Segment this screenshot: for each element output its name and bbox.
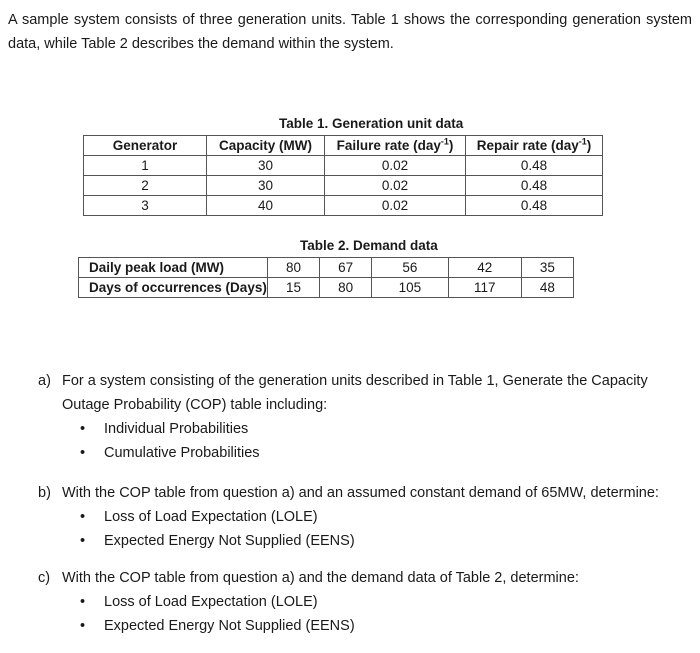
cell-repair-rate: 0.48 (466, 196, 603, 216)
cell-days: 48 (521, 278, 573, 298)
cell-peak-load: 67 (320, 258, 372, 278)
bullet-icon: • (80, 618, 86, 634)
cell-days: 105 (372, 278, 448, 298)
list-item: • Cumulative Probabilities (104, 441, 688, 465)
bullet-icon: • (80, 533, 86, 549)
row-label-days: Days of occurrences (Days) (79, 278, 268, 298)
table1-header-row (84, 136, 603, 156)
list-item: • Individual Probabilities (104, 417, 688, 441)
list-item: • Loss of Load Expectation (LOLE) (104, 505, 688, 529)
cell-repair-rate: 0.48 (466, 156, 603, 176)
cell-peak-load: 42 (448, 258, 521, 278)
demand-table (78, 257, 574, 298)
intro-paragraph: A sample system consists of three generation units. Table 1 shows the corresponding generation system data, while Table 2 describes the demand within the system. (8, 12, 692, 52)
list-item: • Loss of Load Expectation (LOLE) (104, 590, 688, 614)
bullet-icon: • (80, 509, 86, 525)
table-row (84, 176, 603, 196)
cell-capacity: 30 (207, 176, 325, 196)
question-c-label: c) (38, 570, 51, 586)
cell-peak-load: 56 (372, 258, 448, 278)
table-row (84, 196, 603, 216)
table-row (79, 258, 574, 278)
bullet-icon: • (80, 594, 86, 610)
question-b (38, 481, 688, 553)
bullet-icon: • (80, 445, 86, 461)
cell-generator: 3 (84, 196, 207, 216)
row-label-peak-load: Daily peak load (MW) (79, 258, 268, 278)
question-c-text: With the COP table from question a) and the demand data of Table 2, determine: (62, 570, 579, 586)
table2-caption: Table 2. Demand data (300, 238, 438, 253)
question-b-label: b) (38, 485, 51, 501)
bullet-icon: • (80, 421, 86, 437)
question-a (38, 369, 688, 465)
question-a-label: a) (38, 373, 51, 389)
header-generator: Generator (84, 136, 207, 156)
header-failure-rate: Failure rate (day$^{-1}$) (325, 136, 466, 156)
cell-capacity: 30 (207, 156, 325, 176)
cell-peak-load: 80 (268, 258, 320, 278)
question-b-text: With the COP table from question a) and an assumed constant demand of 65MW, determine: (62, 485, 659, 501)
cell-capacity: 40 (207, 196, 325, 216)
question-a-text: For a system consisting of the generation units described in Table 1, Generate the Capacity Outage Probability (COP) table including: (62, 373, 648, 413)
table-row (84, 156, 603, 176)
table-row (79, 278, 574, 298)
generation-unit-table (83, 135, 603, 216)
cell-days: 117 (448, 278, 521, 298)
cell-repair-rate: 0.48 (466, 176, 603, 196)
cell-days: 15 (268, 278, 320, 298)
cell-failure-rate: 0.02 (325, 176, 466, 196)
table1-caption: Table 1. Generation unit data (279, 116, 464, 131)
cell-generator: 1 (84, 156, 207, 176)
list-item: • Expected Energy Not Supplied (EENS) (104, 529, 688, 553)
cell-generator: 2 (84, 176, 207, 196)
cell-failure-rate: 0.02 (325, 156, 466, 176)
cell-days: 80 (320, 278, 372, 298)
header-capacity: Capacity (MW) (207, 136, 325, 156)
list-item: • Expected Energy Not Supplied (EENS) (104, 614, 688, 638)
cell-peak-load: 35 (521, 258, 573, 278)
question-c (38, 566, 688, 638)
cell-failure-rate: 0.02 (325, 196, 466, 216)
header-repair-rate: Repair rate (day$^{-1}$) (466, 136, 603, 156)
